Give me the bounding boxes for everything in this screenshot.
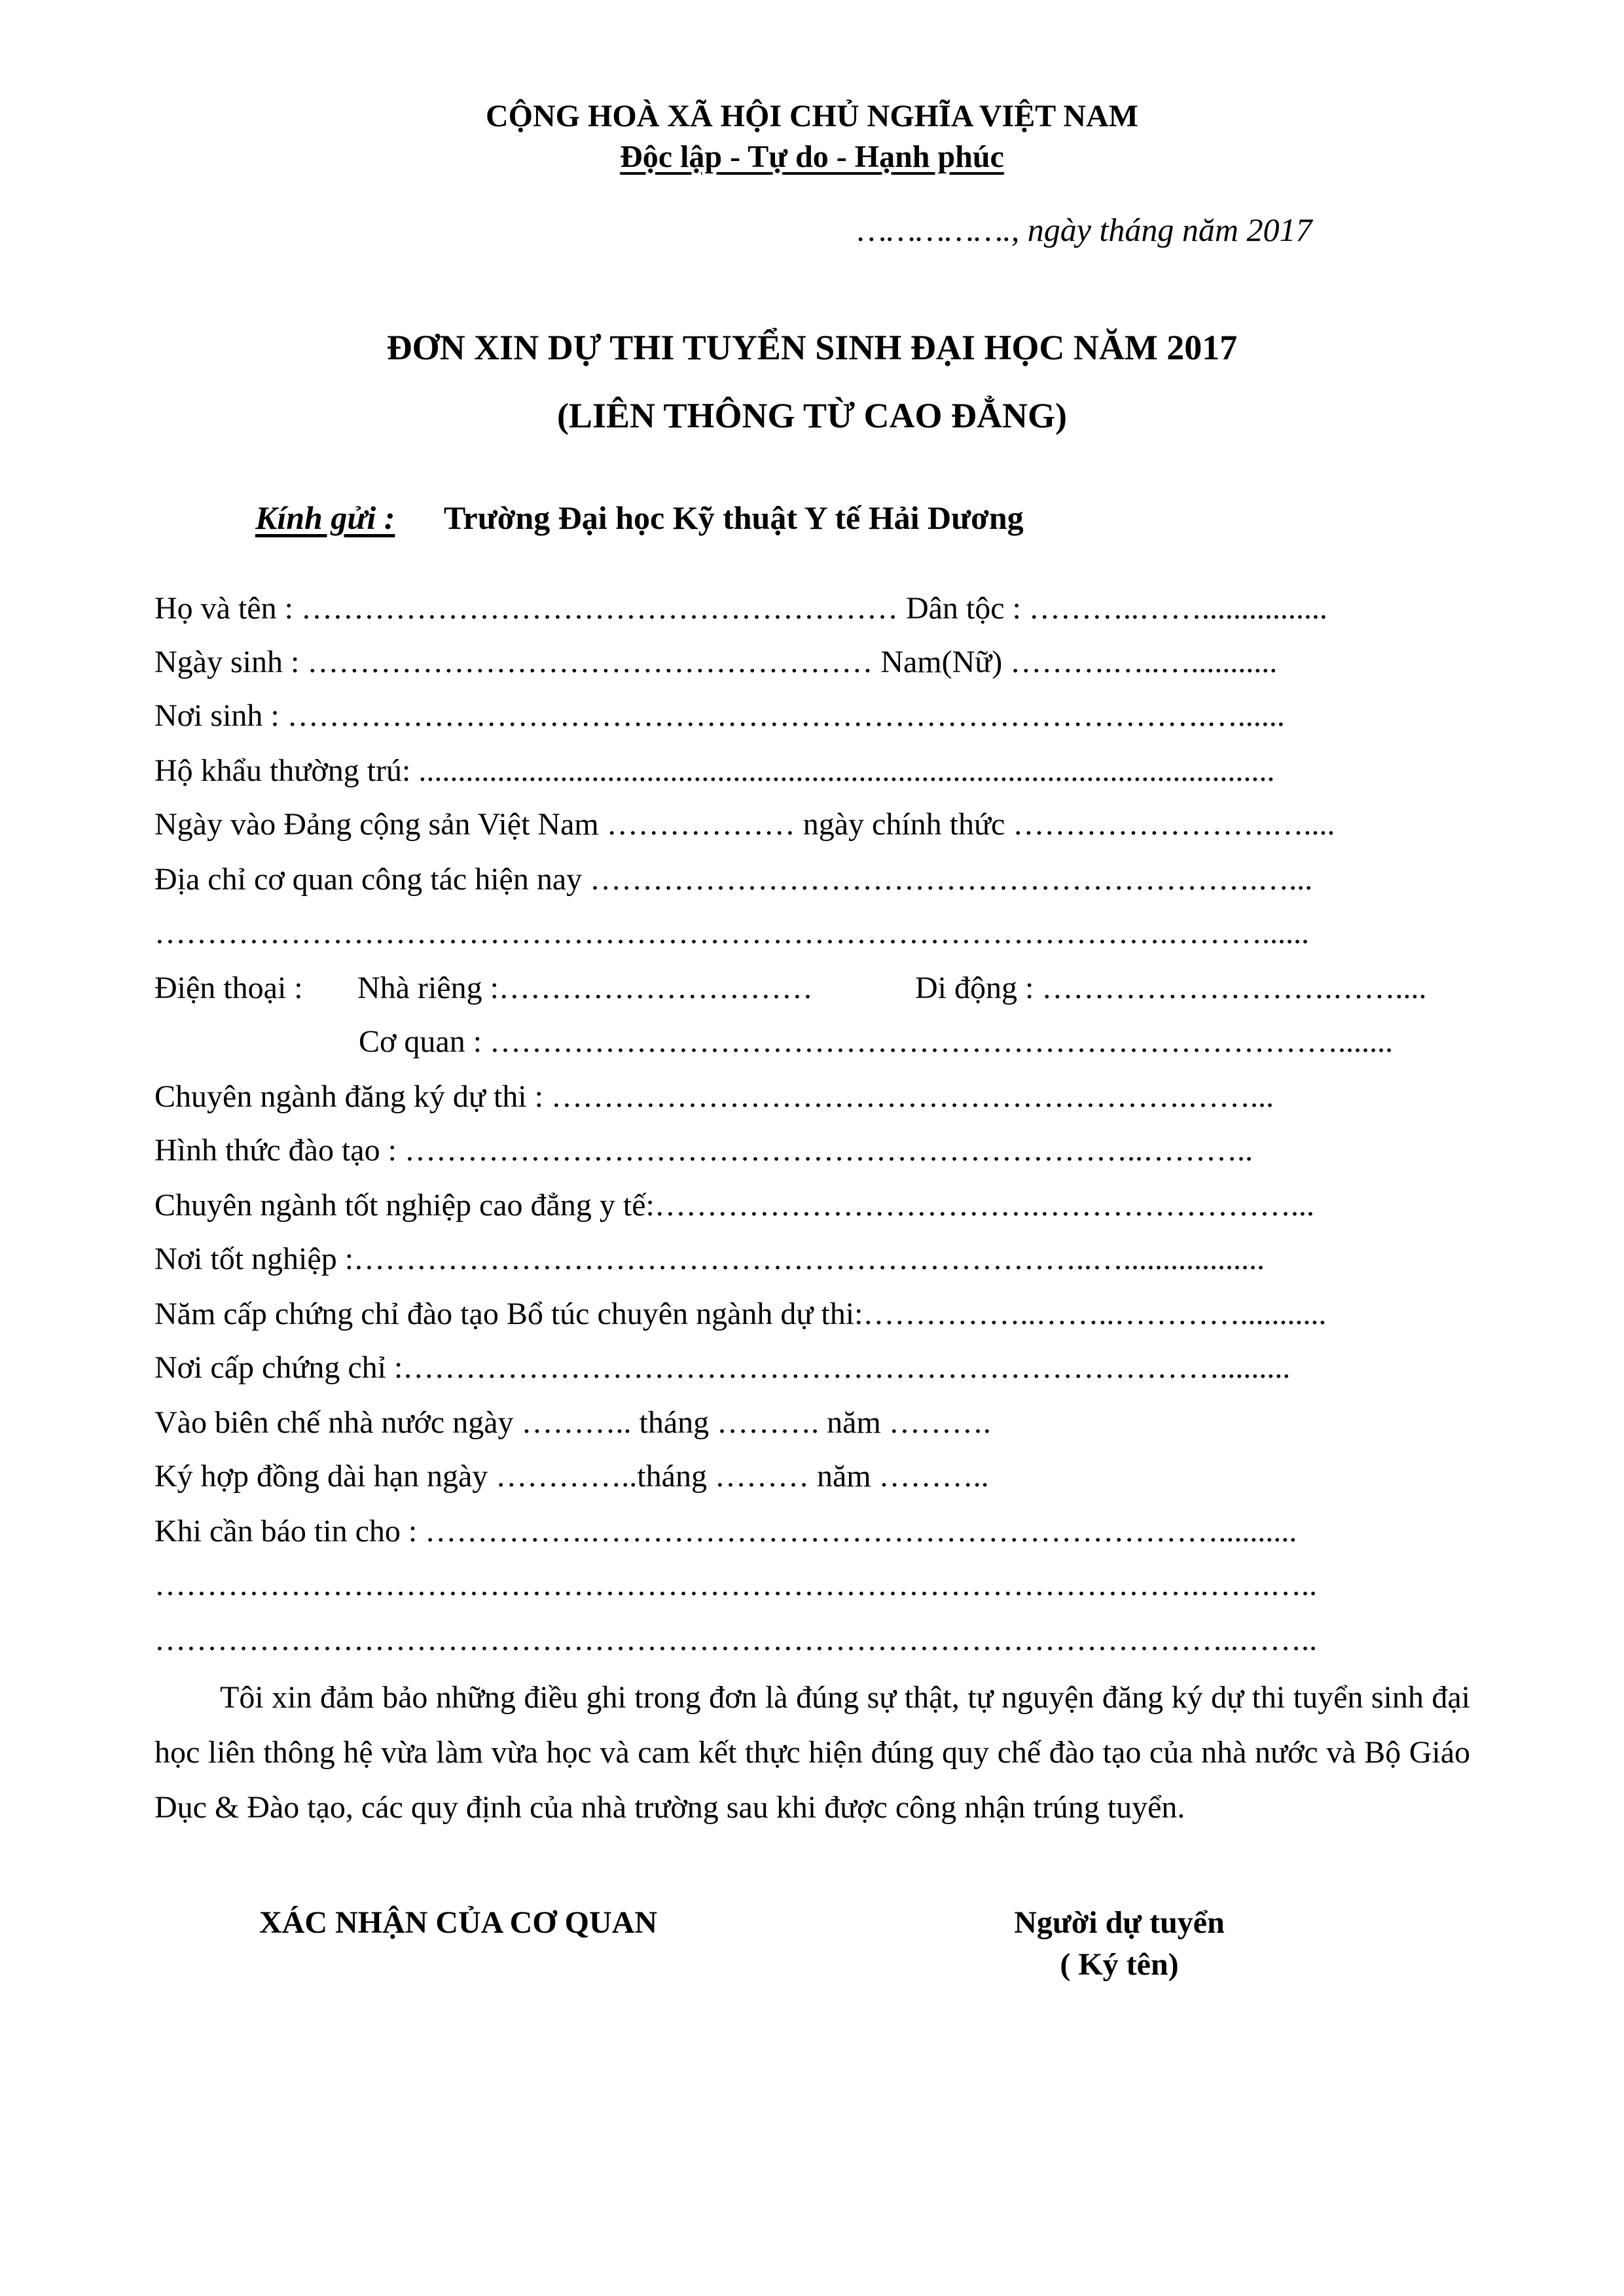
- field-office-phone[interactable]: Cơ quan : ……………………………………………………………………….......: [359, 1024, 1394, 1059]
- signature-note: ( Ký tên): [1060, 1947, 1179, 1982]
- field-certificate-place[interactable]: Nơi cấp chứng chỉ :…………………………………………………………………….........: [154, 1350, 1291, 1385]
- pledge-text: Tôi xin đảm bảo những điều ghi trong đơn là đúng sự thật, tự nguyện đăng ký dự thi tuyển sinh đại học liên thông hệ vừa làm vừa học và cam kết thực hiện đúng quy chế đào tạo của nhà nước và Bộ Giáo Dục & Đào tạo, các quy định của nhà trường sau khi được công nhận trúng tuyển.: [154, 1680, 1470, 1825]
- recipient-line: [255, 499, 1024, 537]
- agency-confirmation-label: XÁC NHẬN CỦA CƠ QUAN: [259, 1905, 657, 1940]
- field-birthplace[interactable]: Nơi sinh : …………………………………………………………………………….…......: [154, 698, 1285, 733]
- field-contact-person-cont2[interactable]: …………………………………………………………………………………………..……..: [154, 1623, 1317, 1657]
- date-line: ……………., ngày tháng năm 2017: [857, 211, 1312, 248]
- field-party-join-date[interactable]: Ngày vào Đảng cộng sản Việt Nam ……………… ngày chính thức …………………….…....: [154, 807, 1335, 842]
- motto-text: Độc lập - Tự do - Hạnh phúc: [620, 139, 1004, 174]
- field-civil-service-date[interactable]: Vào biên chế nhà nước ngày ……….. tháng ………. năm ……….: [154, 1405, 991, 1440]
- field-mobile-phone[interactable]: Di động : ……………………….……....: [915, 971, 1427, 1005]
- form-subtitle: (LIÊN THÔNG TỪ CAO ĐẲNG): [556, 396, 1068, 435]
- field-long-term-contract-date[interactable]: Ký hợp đồng dài hạn ngày …………..tháng ……… năm ………..: [154, 1459, 989, 1494]
- field-contact-person[interactable]: Khi cần báo tin cho : …………….……………………………………………………..........: [154, 1514, 1297, 1549]
- country-name: CỘNG HOÀ XÃ HỘI CHỦ NGHĨA VIỆT NAM: [486, 99, 1138, 134]
- field-graduate-major[interactable]: Chuyên ngành tốt nghiệp cao đẳng y tế:……………………………….……………………...: [154, 1188, 1314, 1223]
- form-title: ĐƠN XIN DỰ THI TUYỂN SINH ĐẠI HỌC NĂM 2017: [386, 328, 1238, 367]
- field-certificate-year[interactable]: Năm cấp chứng chỉ đào tạo Bổ túc chuyên ngành dự thi:……………..……..…………...........: [154, 1297, 1327, 1331]
- recipient-name: Trường Đại học Kỹ thuật Y tế Hải Dương: [443, 499, 1024, 536]
- national-motto: [0, 139, 1624, 175]
- field-graduate-place[interactable]: Nơi tốt nghiệp :……………………………………………………………..…..................: [154, 1242, 1265, 1276]
- field-phone-row: [154, 970, 303, 1006]
- field-training-form[interactable]: Hình thức đào tạo : ……………………………………………………………..………..: [154, 1133, 1253, 1168]
- field-exam-major[interactable]: Chuyên ngành đăng ký dự thi : …………………………………………………….……...: [154, 1079, 1274, 1114]
- phone-label: Điện thoại :: [154, 971, 303, 1005]
- field-home-phone[interactable]: Nhà riêng :…………………………: [357, 971, 813, 1005]
- field-full-name[interactable]: Họ và tên : ………………………………………………… Dân tộc : ………..……................: [154, 591, 1327, 626]
- pledge-paragraph: [154, 1670, 1470, 1835]
- field-contact-person-cont1[interactable]: ……………………………………………………………………………………….…….…..: [154, 1568, 1317, 1602]
- field-birth-date[interactable]: Ngày sinh : ……………………………………………… Nam(Nữ) ……….…..…...........: [154, 645, 1278, 679]
- field-work-address-cont[interactable]: …………………………………………………………………………………….………......: [154, 916, 1309, 950]
- field-permanent-residence[interactable]: Hộ khẩu thường trú: .............................................................................................................: [154, 753, 1275, 788]
- applicant-label: Người dự tuyển: [1014, 1905, 1225, 1940]
- recipient-label: Kính gửi :: [255, 499, 395, 536]
- field-work-address[interactable]: Địa chỉ cơ quan công tác hiện nay ……………………………………………………….…...: [154, 862, 1313, 897]
